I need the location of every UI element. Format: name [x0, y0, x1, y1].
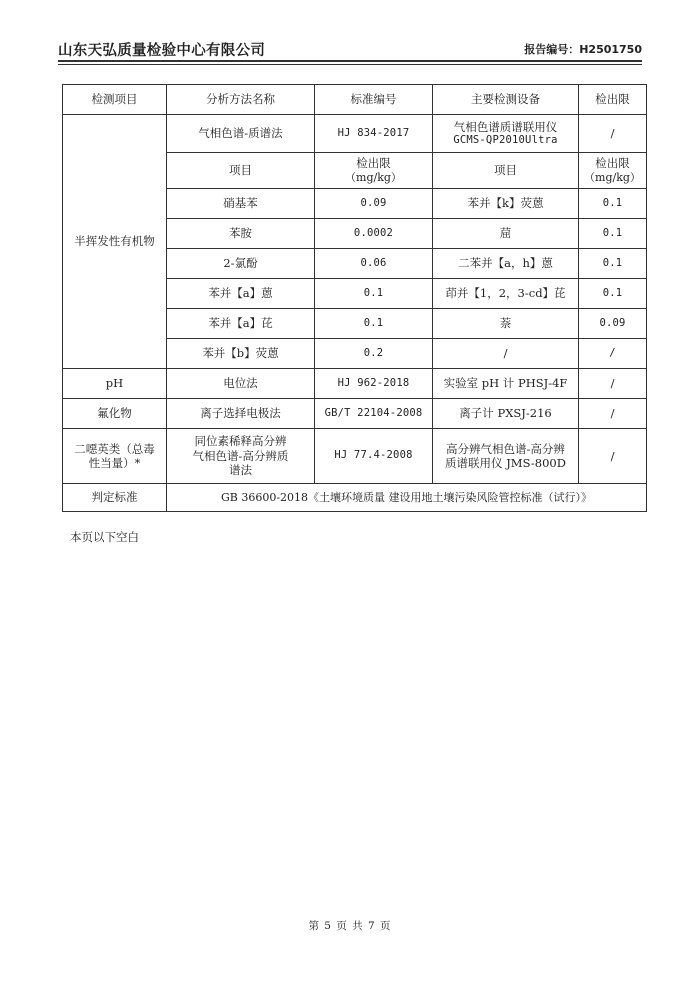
dioxin-item-line1: 二噁英类（总毒	[74, 441, 155, 456]
compound-limit: 0.2	[315, 339, 433, 369]
compound-limit: 0.1	[315, 309, 433, 339]
fluoride-item: 氟化物	[63, 399, 167, 429]
svoc-equipment-line1: 气相色谱质谱联用仪	[453, 119, 558, 134]
table-row-criteria	[63, 484, 647, 512]
table-header-row	[63, 85, 647, 115]
ph-equipment: 实验室 pH 计 PHSJ-4F	[433, 369, 579, 399]
svoc-limit: /	[579, 115, 647, 153]
dioxin-item-line2: 性当量）*	[88, 456, 141, 470]
dioxin-equipment-line1: 高分辨气相色谱-高分辨	[446, 441, 565, 456]
compound-name: 硝基苯	[167, 189, 315, 219]
page-header	[58, 37, 642, 61]
sub-item-left: 项目	[167, 153, 315, 189]
compound-name: 萘	[433, 309, 579, 339]
sub-limit-left	[315, 153, 433, 189]
sub-limit-right-unit: （mg/kg）	[584, 170, 641, 184]
col-header-limit: 检出限	[579, 85, 647, 115]
compound-name: 二苯并【a，h】蒽	[433, 249, 579, 279]
svoc-method: 气相色谱-质谱法	[167, 115, 315, 153]
compound-name: 苯胺	[167, 219, 315, 249]
svoc-equipment	[433, 115, 579, 153]
dioxin-method-line2: 气相色谱-高分辨质	[192, 448, 289, 463]
dioxin-limit: /	[579, 429, 647, 484]
page-number: 第 5 页 共 7 页	[308, 920, 392, 932]
compound-name: /	[433, 339, 579, 369]
ph-method: 电位法	[167, 369, 315, 399]
fluoride-method: 离子选择电极法	[167, 399, 315, 429]
sub-limit-right	[579, 153, 647, 189]
compound-limit: /	[579, 339, 647, 369]
header-rule	[58, 60, 642, 62]
table-row-dioxin	[63, 429, 647, 484]
svoc-item-cell: 半挥发性有机物	[63, 115, 167, 369]
table-row	[63, 115, 647, 153]
criteria-label: 判定标准	[63, 484, 167, 512]
table-row-ph	[63, 369, 647, 399]
test-method-table	[62, 84, 647, 512]
header-rule-thin	[58, 64, 642, 65]
sub-limit-left-label: 检出限	[356, 156, 391, 171]
fluoride-equipment: 离子计 PXSJ-216	[433, 399, 579, 429]
compound-limit: 0.1	[579, 279, 647, 309]
criteria-value: GB 36600-2018《土壤环境质量 建设用地土壤污染风险管控标准（试行）》	[167, 484, 647, 512]
ph-limit: /	[579, 369, 647, 399]
svoc-equipment-line2: GCMS-QP2010Ultra	[453, 134, 558, 147]
fluoride-standard: GB/T 22104-2008	[315, 399, 433, 429]
compound-name: 2-氯酚	[167, 249, 315, 279]
compound-limit: 0.1	[579, 219, 647, 249]
compound-name: 䓛	[433, 219, 579, 249]
table-row-fluoride	[63, 399, 647, 429]
compound-limit: 0.1	[315, 279, 433, 309]
compound-limit: 0.06	[315, 249, 433, 279]
compound-limit: 0.09	[579, 309, 647, 339]
dioxin-equipment	[433, 429, 579, 484]
col-header-method: 分析方法名称	[167, 85, 315, 115]
compound-name: 苯并【a】蒽	[167, 279, 315, 309]
compound-limit: 0.0002	[315, 219, 433, 249]
company-name: 山东天弘质量检验中心有限公司	[58, 43, 266, 59]
svoc-standard: HJ 834-2017	[315, 115, 433, 153]
ph-standard: HJ 962-2018	[315, 369, 433, 399]
dioxin-equipment-line2: 质谱联用仪 JMS-800D	[445, 456, 566, 470]
dioxin-method-line3: 谱法	[229, 463, 252, 478]
compound-name: 苯并【k】荧蒽	[433, 189, 579, 219]
dioxin-method	[167, 429, 315, 484]
compound-name: 茚并【1，2，3-cd】芘	[433, 279, 579, 309]
fluoride-limit: /	[579, 399, 647, 429]
dioxin-standard: HJ 77.4-2008	[315, 429, 433, 484]
blank-page-note: 本页以下空白	[70, 530, 139, 544]
dioxin-item	[63, 429, 167, 484]
dioxin-method-line1: 同位素稀释高分辨	[194, 434, 287, 449]
sub-limit-right-label: 检出限	[595, 156, 630, 171]
ph-item: pH	[63, 369, 167, 399]
col-header-equipment: 主要检测设备	[433, 85, 579, 115]
col-header-item: 检测项目	[63, 85, 167, 115]
report-number: 报告编号：H2501750	[524, 43, 642, 56]
sub-item-right: 项目	[433, 153, 579, 189]
compound-name: 苯并【a】芘	[167, 309, 315, 339]
sub-limit-left-unit: （mg/kg）	[345, 170, 402, 184]
compound-limit: 0.1	[579, 189, 647, 219]
compound-name: 苯并【b】荧蒽	[167, 339, 315, 369]
compound-limit: 0.09	[315, 189, 433, 219]
col-header-standard: 标准编号	[315, 85, 433, 115]
compound-limit: 0.1	[579, 249, 647, 279]
